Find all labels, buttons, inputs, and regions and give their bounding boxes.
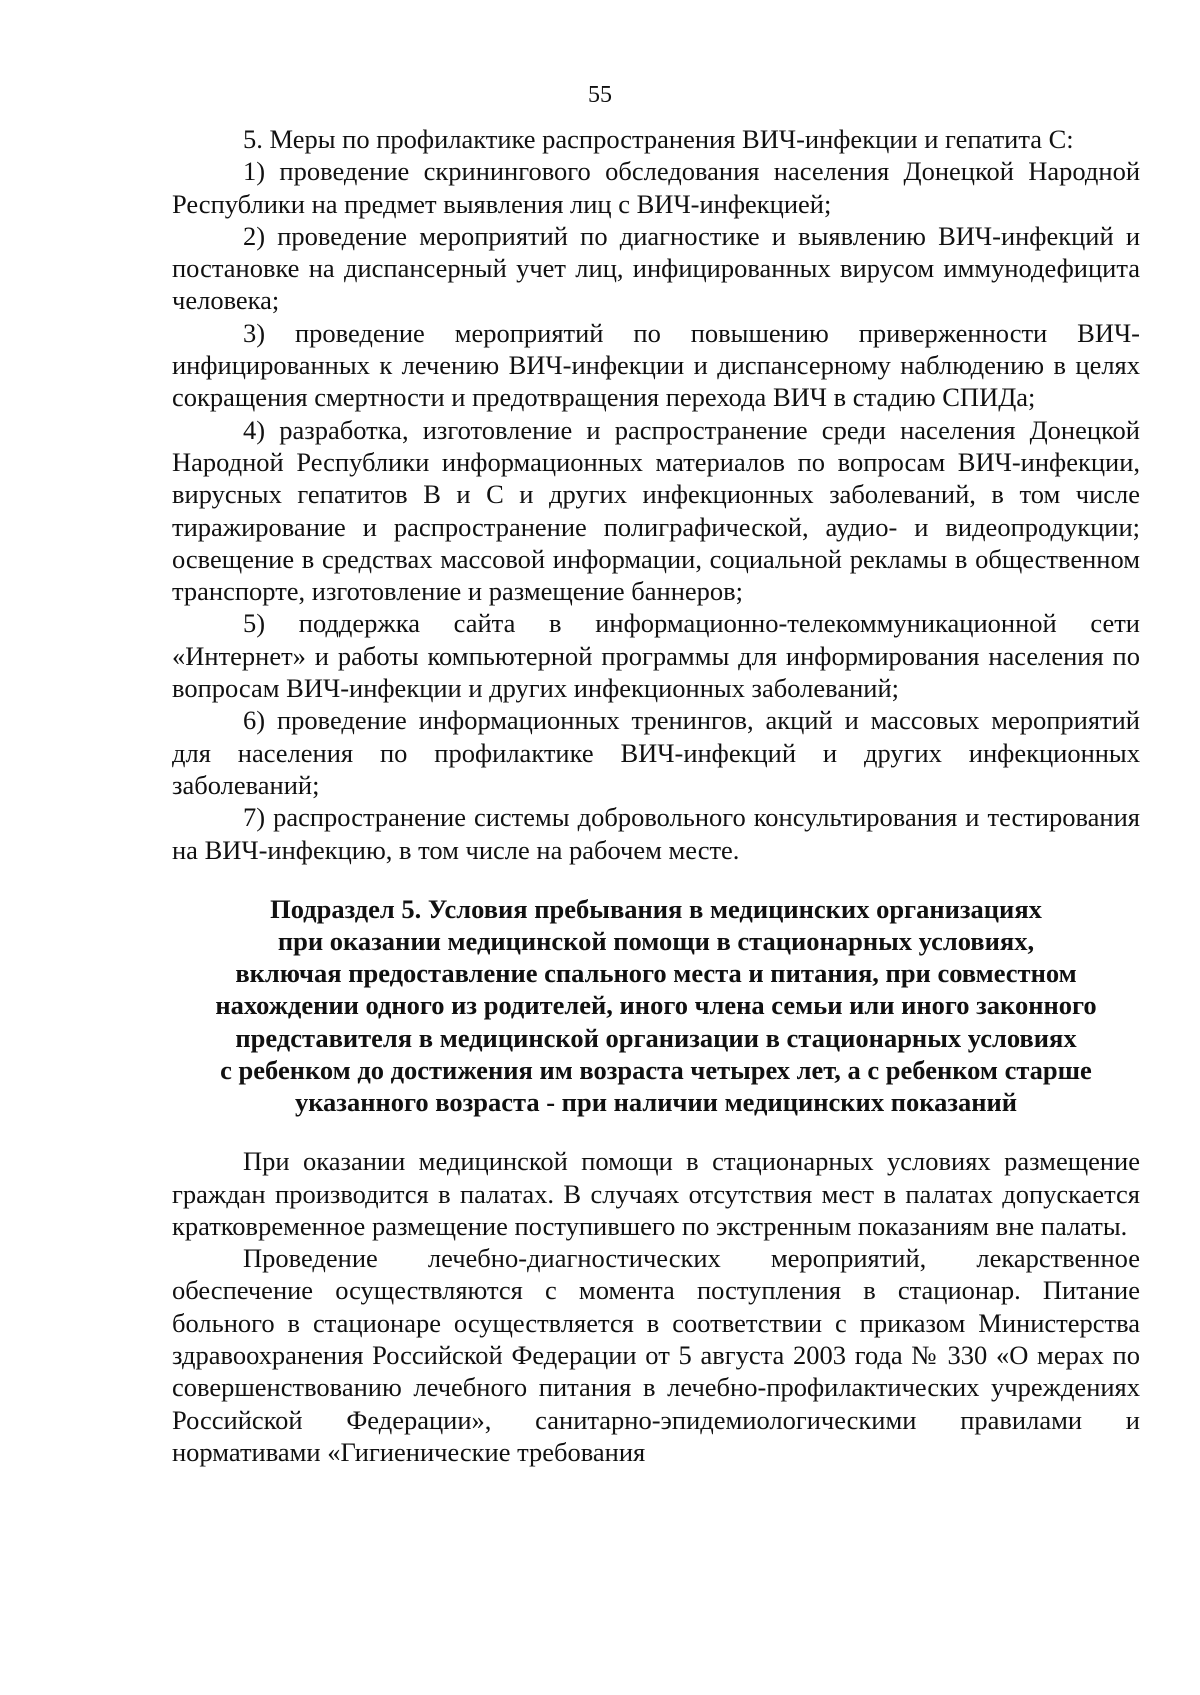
list-item-2: 2) проведение мероприятий по диагностике и выявлению ВИЧ-инфекций и постановке на диспансерный учет лиц, инфицированных вирусом иммунодефицита человека; xyxy=(172,220,1140,316)
subsection-heading xyxy=(172,893,1140,1118)
list-item-4: 4) разработка, изготовление и распространение среди населения Донецкой Народной Республики информационных материалов по вопросам ВИЧ-инфекции, вирусных гепатитов В и С и других инфекционных заболеваний, в том числе тиражирование и распространение полиграфической, аудио- и видеопродукции; освещение в средствах массовой информации, социальной рекламы в общественном транспорте, изготовление и размещение баннеров; xyxy=(172,414,1140,607)
heading-line-4: нахождении одного из родителей, иного члена семьи или иного законного xyxy=(215,990,1097,1021)
heading-line-1: Подраздел 5. Условия пребывания в медицинских организациях xyxy=(270,893,1042,924)
subsection-paragraph-2: Проведение лечебно-диагностических мероприятий, лекарственное обеспечение осуществляются с момента поступления в стационар. Питание больного в стационаре осуществляется в соответствии с приказом Министерства здравоохранения Российской Федерации от 5 августа 2003 года № 330 «О мерах по совершенствованию лечебного питания в лечебно-профилактических учреждениях Российской Федерации», санитарно-эпидемиологическими правилами и нормативами «Гигиенические требования xyxy=(172,1243,1140,1467)
list-item-3: 3) проведение мероприятий по повышению приверженности ВИЧ-инфицированных к лечению ВИЧ-инфекции и диспансерному наблюдению в целях сокращения смертности и предотвращения перехода ВИЧ в стадию СПИДа; xyxy=(172,317,1140,413)
document-body xyxy=(172,123,1140,1468)
heading-line-6: с ребенком до достижения им возраста четырех лет, а с ребенком старше xyxy=(220,1054,1092,1085)
list-item-7: 7) распространение системы добровольного консультирования и тестирования на ВИЧ-инфекцию, в том числе на рабочем месте. xyxy=(172,802,1140,865)
subsection-paragraph-1: При оказании медицинской помощи в стационарных условиях размещение граждан производится в палатах. В случаях отсутствия мест в палатах допускается кратковременное размещение поступившего по экстренным показаниям вне палаты. xyxy=(172,1146,1140,1241)
page-number: 55 xyxy=(588,82,612,108)
heading-line-2: при оказании медицинской помощи в стационарных условиях, xyxy=(277,926,1035,957)
list-item-5: 5) поддержка сайта в информационно-телекоммуникационной сети «Интернет» и работы компьютерной программы для информирования населения по вопросам ВИЧ-инфекции и других инфекционных заболеваний; xyxy=(172,608,1140,704)
heading-line-3: включая предоставление спального места и питания, при совместном xyxy=(235,958,1077,989)
list-item-1: 1) проведение скринингового обследования населения Донецкой Народной Республики на предмет выявления лиц с ВИЧ-инфекцией; xyxy=(172,156,1140,219)
heading-line-7: указанного возраста - при наличии медицинских показаний xyxy=(294,1087,1018,1118)
heading-line-5: представителя в медицинской организации в стационарных условиях xyxy=(235,1022,1077,1053)
section-5-title: 5. Меры по профилактике распространения ВИЧ-инфекции и гепатита С: xyxy=(243,124,1074,154)
list-item-6: 6) проведение информационных тренингов, акций и массовых мероприятий для населения по профилактике ВИЧ-инфекций и других инфекционных заболеваний; xyxy=(172,705,1140,800)
